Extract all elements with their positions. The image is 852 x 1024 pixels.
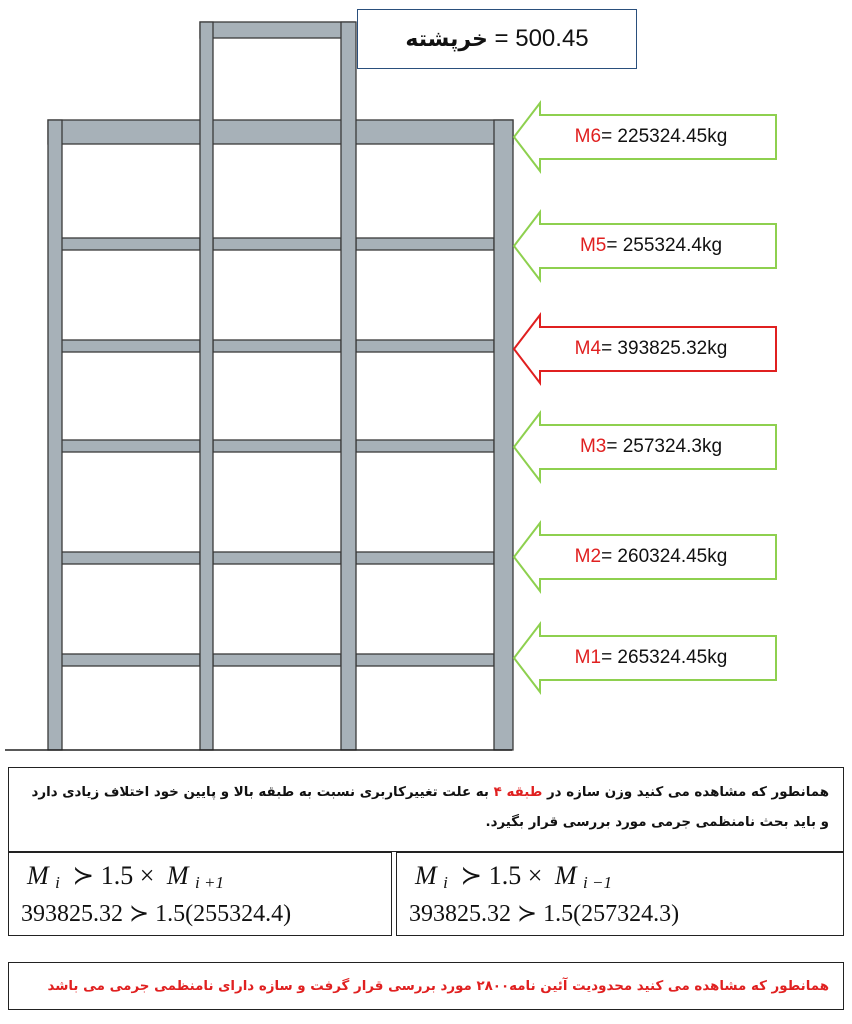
column-inner-left [200,22,213,750]
floor-mass-label-m4 [532,327,770,371]
floor-beam [213,238,341,250]
penthouse-roof-beam [200,22,355,38]
mass-arrows [514,103,776,692]
equation-symbolic [415,861,612,893]
roof-value: 500.45 [515,25,589,52]
floor-beam [356,238,494,250]
floor-mass-label-m5 [532,224,770,268]
column-outer-right [494,120,513,750]
eq-rhs: M [554,861,577,890]
roof-slab [48,120,513,144]
floor-mass-value: = 260324.45kg [601,546,728,567]
floor-beam [60,340,200,352]
floor-beam [60,654,200,666]
floor-beam [213,340,341,352]
conclusion-note: همانطور که مشاهده می کنید محدودیت آئین نامه۲۸۰۰ مورد بررسی قرار گرفت و سازه دارای نامنظمی جرمی می باشد [8,962,844,1010]
floor-mass-value: = 393825.32kg [601,338,728,359]
roof-label: خرپشته [405,26,488,52]
eq-lhs-sub: i [55,873,60,892]
floor-beam [213,654,341,666]
column-outer-left [48,120,62,750]
floor-mass-value: = 255324.4kg [606,235,723,256]
eq-lhs: M [415,861,437,890]
note-text-start: همانطور که مشاهده می کنید وزن سازه در [542,785,829,800]
eq-lhs: M [27,861,49,890]
floor-name: M6 [574,126,602,147]
equation-symbolic [27,861,224,893]
floor-mass-value: = 265324.45kg [601,647,728,668]
floor-beam [356,654,494,666]
floor-name: M2 [574,546,602,567]
floor-beam [60,552,200,564]
floor-mass-label-m3 [532,425,770,469]
eq-rhs-sub: i +1 [195,873,224,892]
eq-lhs-sub: i [443,873,448,892]
eq-rhs-sub: i −1 [583,873,612,892]
equation-numeric: 393825.32 ≻ 1.5(257324.3) [409,901,680,927]
floor-mass-label-m6 [532,115,770,159]
roof-separator: = [487,25,516,52]
floor-name: M4 [574,338,602,359]
eq-operator: ≻ 1.5 × [72,861,155,890]
note-highlight-floor: طبقه ۴ [493,785,543,800]
floor-name: M3 [579,436,607,457]
floor-mass-value: = 225324.45kg [601,126,728,147]
floor-name: M1 [574,647,602,668]
eq-rhs: M [166,861,189,890]
floor-beam [213,552,341,564]
floor-beam [60,238,200,250]
floor-mass-label-m1 [532,636,770,680]
floor-beam [60,440,200,452]
equation-box-upper [8,852,392,936]
explanation-note [8,767,844,852]
floor-beam [356,340,494,352]
building-frame [5,22,516,750]
floor-beam [356,552,494,564]
floor-beam [213,440,341,452]
column-inner-right [341,22,356,750]
roof-mass-box [357,9,637,69]
eq-operator: ≻ 1.5 × [460,861,543,890]
floor-name: M5 [579,235,607,256]
floor-beam [356,440,494,452]
note-text-end: به علت تغییرکاربری نسبت به طبقه بالا و پایین خود اختلاف زیادی دارد و باید بحث نامنظمی جرمی مورد بررسی قرار بگیرد. [31,785,829,830]
equation-box-lower [396,852,844,936]
floor-mass-value: = 257324.3kg [606,436,723,457]
floor-mass-label-m2 [532,535,770,579]
equation-numeric: 393825.32 ≻ 1.5(255324.4) [21,901,292,927]
